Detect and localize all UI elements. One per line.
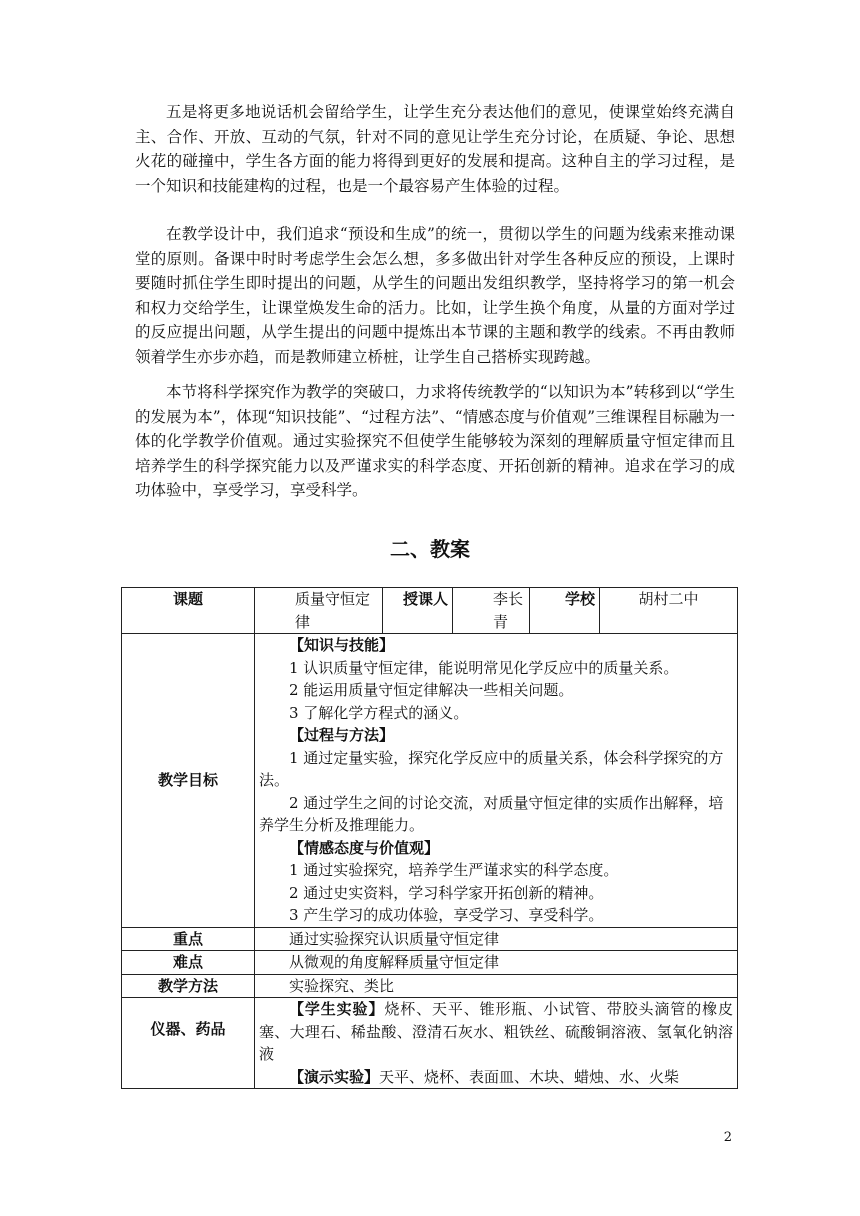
emotion-item-2: 2 通过史实资料，学习科学家开拓创新的精神。 [289, 883, 604, 902]
teacher-label: 授课人 [383, 588, 453, 634]
knowledge-item-1: 1 认识质量守恒定律，能说明常见化学反应中的质量关系。 [289, 658, 679, 677]
demo-experiment [259, 1066, 733, 1089]
student-experiment [259, 998, 733, 1066]
emotion-item-3: 3 产生学习的成功体验，享受学习、享受科学。 [289, 906, 604, 924]
school-label: 学校 [530, 588, 600, 634]
keypoint-value: 通过实验探究认识质量守恒定律 [255, 927, 738, 951]
knowledge-item-2: 2 能运用质量守恒定律解决一些相关问题。 [289, 681, 574, 699]
process-item-2: 2 通过学生之间的讨论交流，对质量守恒定律的实质作出解释，培养学生分析及推理能力。 [259, 793, 724, 834]
equipment-row [122, 998, 738, 1089]
process-item-1: 1 通过定量实验，探究化学反应中的质量关系，体会科学探究的方法。 [259, 748, 724, 789]
student-experiment-title: 【学生实验】 [289, 1000, 385, 1018]
paragraph-1: 五是将更多地说话机会留给学生，让学生充分表达他们的意见，使课堂始终充满自主、合作、开放、互动的气氛，针对不同的意见让学生充分讨论，在质疑、争论、思想火花的碰撞中，学生各方面的能力将得到更好的发展和提高。这种自主的学习过程，是一个知识和技能建构的过程，也是一个最容易产生体验的过程。 [135, 103, 735, 195]
goals-content [255, 634, 738, 928]
emotion-item-1: 1 通过实验探究，培养学生严谨求实的科学态度。 [289, 861, 619, 879]
header-row [122, 588, 738, 634]
lesson-plan-table [121, 587, 738, 1089]
knowledge-item-3: 3 了解化学方程式的涵义。 [289, 703, 469, 722]
method-row [122, 974, 738, 998]
difficulty-label: 难点 [122, 951, 255, 975]
process-title: 【过程与方法】 [289, 726, 395, 744]
school-value: 胡村二中 [600, 588, 738, 634]
topic-value: 质量守恒定律 [255, 588, 383, 634]
page-number: 2 [723, 1130, 732, 1145]
goals-row [122, 634, 738, 928]
student-experiment-items: 烧杯、天平、锥形瓶、小试管、带胶头滴管的橡皮塞、大理石、稀盐酸、澄清石灰水、粗铁丝、硫酸铜溶液、氢氧化钠溶液 [259, 1000, 733, 1063]
goals-label: 教学目标 [122, 634, 255, 928]
teacher-value: 李长青 [453, 588, 530, 634]
topic-label: 课题 [122, 588, 255, 634]
paragraph-3: 本节将科学探究作为教学的突破口，力求将传统教学的“以知识为本”转移到以“学生的发展为本”，体现“知识技能”、“过程方法”、“情感态度与价值观”三维课程目标融为一体的化学教学价值观。通过实验探究不但使学生能够较为深刻的理解质量守恒定律而且培养学生的科学探究能力以及严谨求实的科学态度、开拓创新的精神。追求在学习的成功体验中，享受学习，享受科学。 [135, 383, 735, 499]
difficulty-row [122, 951, 738, 975]
equipment-label: 仪器、药品 [122, 998, 255, 1089]
keypoint-label: 重点 [122, 927, 255, 951]
knowledge-title: 【知识与技能】 [289, 636, 395, 654]
equipment-content [255, 998, 738, 1089]
section-heading: 二、教案 [390, 537, 470, 561]
method-label: 教学方法 [122, 974, 255, 998]
keypoint-row [122, 927, 738, 951]
emotion-title: 【情感态度与价值观】 [289, 838, 440, 857]
method-value: 实验探究、类比 [255, 974, 738, 998]
demo-experiment-items: 天平、烧杯、表面皿、木块、蜡烛、水、火柴 [379, 1067, 680, 1086]
paragraph-2: 在教学设计中，我们追求“预设和生成”的统一，贯彻以学生的问题为线索来推动课堂的原则。备课中时时考虑学生会怎么想，多多做出针对学生各种反应的预设，上课时要随时抓住学生即时提出的问题，从学生的问题出发组织教学，坚持将学习的第一机会和权力交给学生，让课堂焕发生命的活力。比如，让学生换个角度，从量的方面对学过的反应提出问题，从学生提出的问题中提炼出本节课的主题和教学的线索。不再由教师领着学生亦步亦趋，而是教师建立桥桩，让学生自己搭桥实现跨越。 [135, 225, 735, 366]
difficulty-value: 从微观的角度解释质量守恒定律 [255, 951, 738, 975]
demo-experiment-title: 【演示实验】 [289, 1067, 380, 1086]
